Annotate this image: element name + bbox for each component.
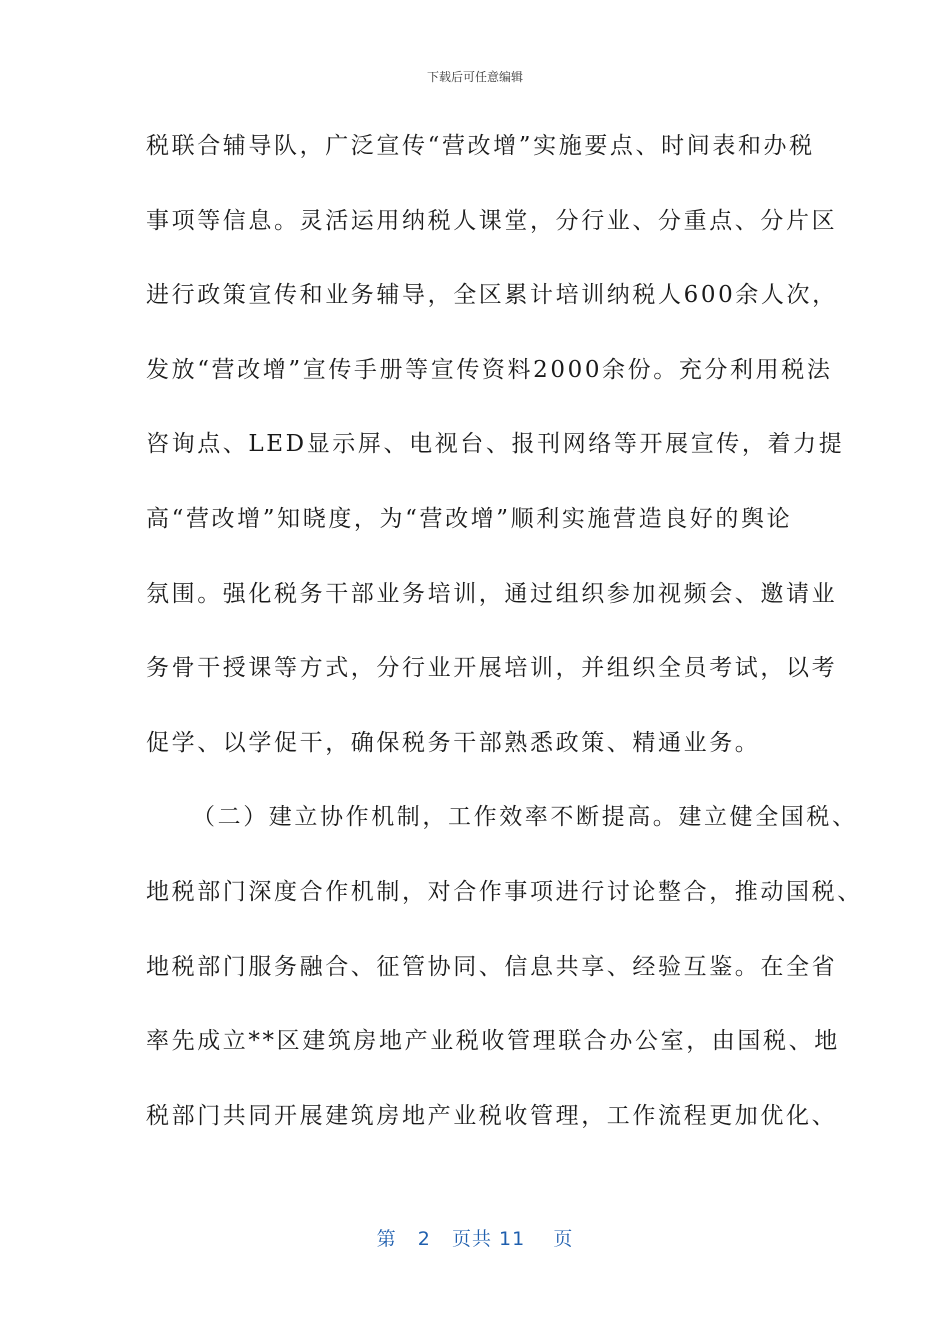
text-line: 进行政策宣传和业务辅导，全区累计培训纳税人600余人次，: [146, 282, 838, 309]
footer-middle: 页共: [451, 1228, 492, 1250]
document-body: [146, 123, 863, 1167]
total-pages-number: 11: [499, 1228, 526, 1250]
text-line: 率先成立**区建筑房地产业税收管理联合办公室，由国税、地: [146, 1028, 840, 1055]
text-line: 税联合辅导队，广泛宣传“营改增”实施要点、时间表和办税: [146, 133, 815, 159]
text-line: 地税部门服务融合、征管协同、信息共享、经验互鉴。在全省: [146, 953, 838, 980]
footer-suffix: 页: [553, 1228, 574, 1250]
text-line: 发放“营改增”宣传手册等宣传资料2000余份。充分利用税法: [146, 356, 833, 383]
text-line: 税部门共同开展建筑房地产业税收管理，工作流程更加优化、: [146, 1102, 838, 1129]
text-line: 务骨干授课等方式，分行业开展培训，并组织全员考试，以考: [146, 655, 838, 682]
text-line: 事项等信息。灵活运用纳税人课堂，分行业、分重点、分片区: [146, 207, 838, 234]
text-line: 高“营改增”知晓度，为“营改增”顺利实施营造良好的舆论: [146, 505, 793, 532]
footer-prefix: 第: [376, 1228, 397, 1250]
text-line: 促学、以学促干，确保税务干部熟悉政策、精通业务。: [146, 729, 761, 756]
text-line: 地税部门深度合作机制，对合作事项进行讨论整合，推动国税、: [146, 878, 863, 905]
current-page-number: 2: [417, 1228, 431, 1250]
text-line: 氛围。强化税务干部业务培训，通过组织参加视频会、邀请业: [146, 580, 838, 607]
section-heading-line: （二）建立协作机制，工作效率不断提高。建立健全国税、: [192, 804, 858, 831]
page-footer: [0, 1224, 950, 1251]
page-header: 下载后可任意编辑: [426, 70, 523, 84]
text-line: 咨询点、LED显示屏、电视台、报刊网络等开展宣传，着力提: [146, 431, 845, 458]
